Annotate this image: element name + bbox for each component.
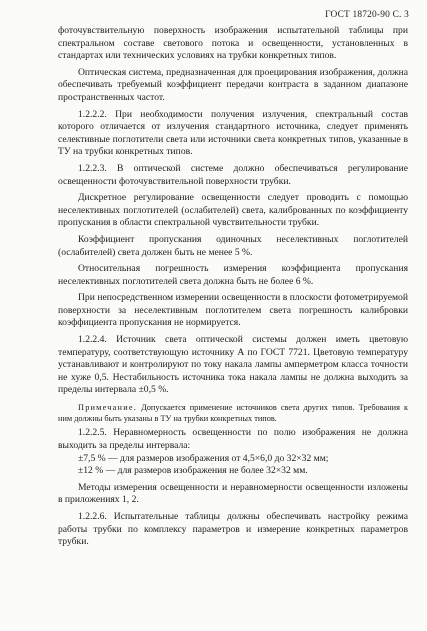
paragraph: Методы измерения освещенности и неравномерности освещенности изложены в приложениях 1, 2. (58, 481, 408, 506)
list-item-tolerance: ±12 % — для размеров изображения не более 32×32 мм. (78, 465, 308, 477)
paragraph-1-2-2-2: 1.2.2.2. При необходимости получения излучения, спектральный состав которого отличается от излучения стандартного источника, следует применять селективные поглотители света или источники света конкретных типов, указанные в ТУ на трубки конкретных типов. (58, 108, 408, 158)
paragraph: Относительная погрешность измерения коэффициента пропускания неселективных поглотителей света должна быть не более 6 %. (58, 263, 408, 287)
paragraph-1-2-2-5: 1.2.2.5. Неравномерность освещенности по полю изображения не должна выходить за пределы интервала: (58, 427, 408, 452)
paragraph: При непосредственном измерении освещенности в плоскости фотометрируемой поверхности за неселективным поглотителем света погрешность калибровки коэффициента пропускания не нормируется. (58, 292, 408, 329)
note-text: Допускается применение источников света других типов. Требования к ним должны быть указаны в ТУ на трубки конкретных типов. (58, 403, 408, 424)
paragraph-1-2-2-6: 1.2.2.6. Испытательные таблицы должны обеспечивать настройку режима работы трубки по комплексу параметров и измерение конкретных параметров трубки. (58, 511, 408, 548)
paragraph-1-2-2-3: 1.2.2.3. В оптической системе должно обеспечиваться регулирование освещенности фоточувствительной поверхности трубки. (58, 162, 408, 187)
note-label: Примечание. (78, 403, 137, 413)
document-body (58, 25, 408, 549)
paragraph: Коэффициент пропускания одиночных неселективных поглотителей (ослабителей) света должен быть не менее 5 %. (58, 233, 408, 258)
paragraph: Оптическая система, предназначенная для проецирования изображения, должна обеспечивать требуемый коэффициент передачи контраста в заданном диапазоне пространственных частот. (58, 66, 408, 103)
paragraph-1-2-2-4: 1.2.2.4. Источник света оптической системы должен иметь цветовую температуру, соответствующую источнику А по ГОСТ 7721. Цветовую температуру устанавливают и контролируют по току накала лампы амперметром класса точности не хуже 0,5. Нестабильность источника тока накала лампы не должна выходить за пределы интервала ±0,5 %. (58, 334, 408, 396)
page-header: ГОСТ 18720-90 С. 3 (325, 10, 409, 20)
list-item-tolerance: ±7,5 % — для размеров изображения от 4,5×6,0 до 32×32 мм; (78, 452, 329, 464)
paragraph: Дискретное регулирование освещенности следует проводить с помощью неселективных поглотителей (ослабителей) света, калиброванных по коэффициенту пропускания в области спектральной чувствительности трубки. (58, 192, 408, 229)
paragraph: фоточувствительную поверхность изображения испытательной таблицы при спектральном составе светового потока и освещенности, установленных в стандартах или технических условиях на трубки конкретных типов. (58, 25, 408, 62)
note (58, 402, 408, 424)
